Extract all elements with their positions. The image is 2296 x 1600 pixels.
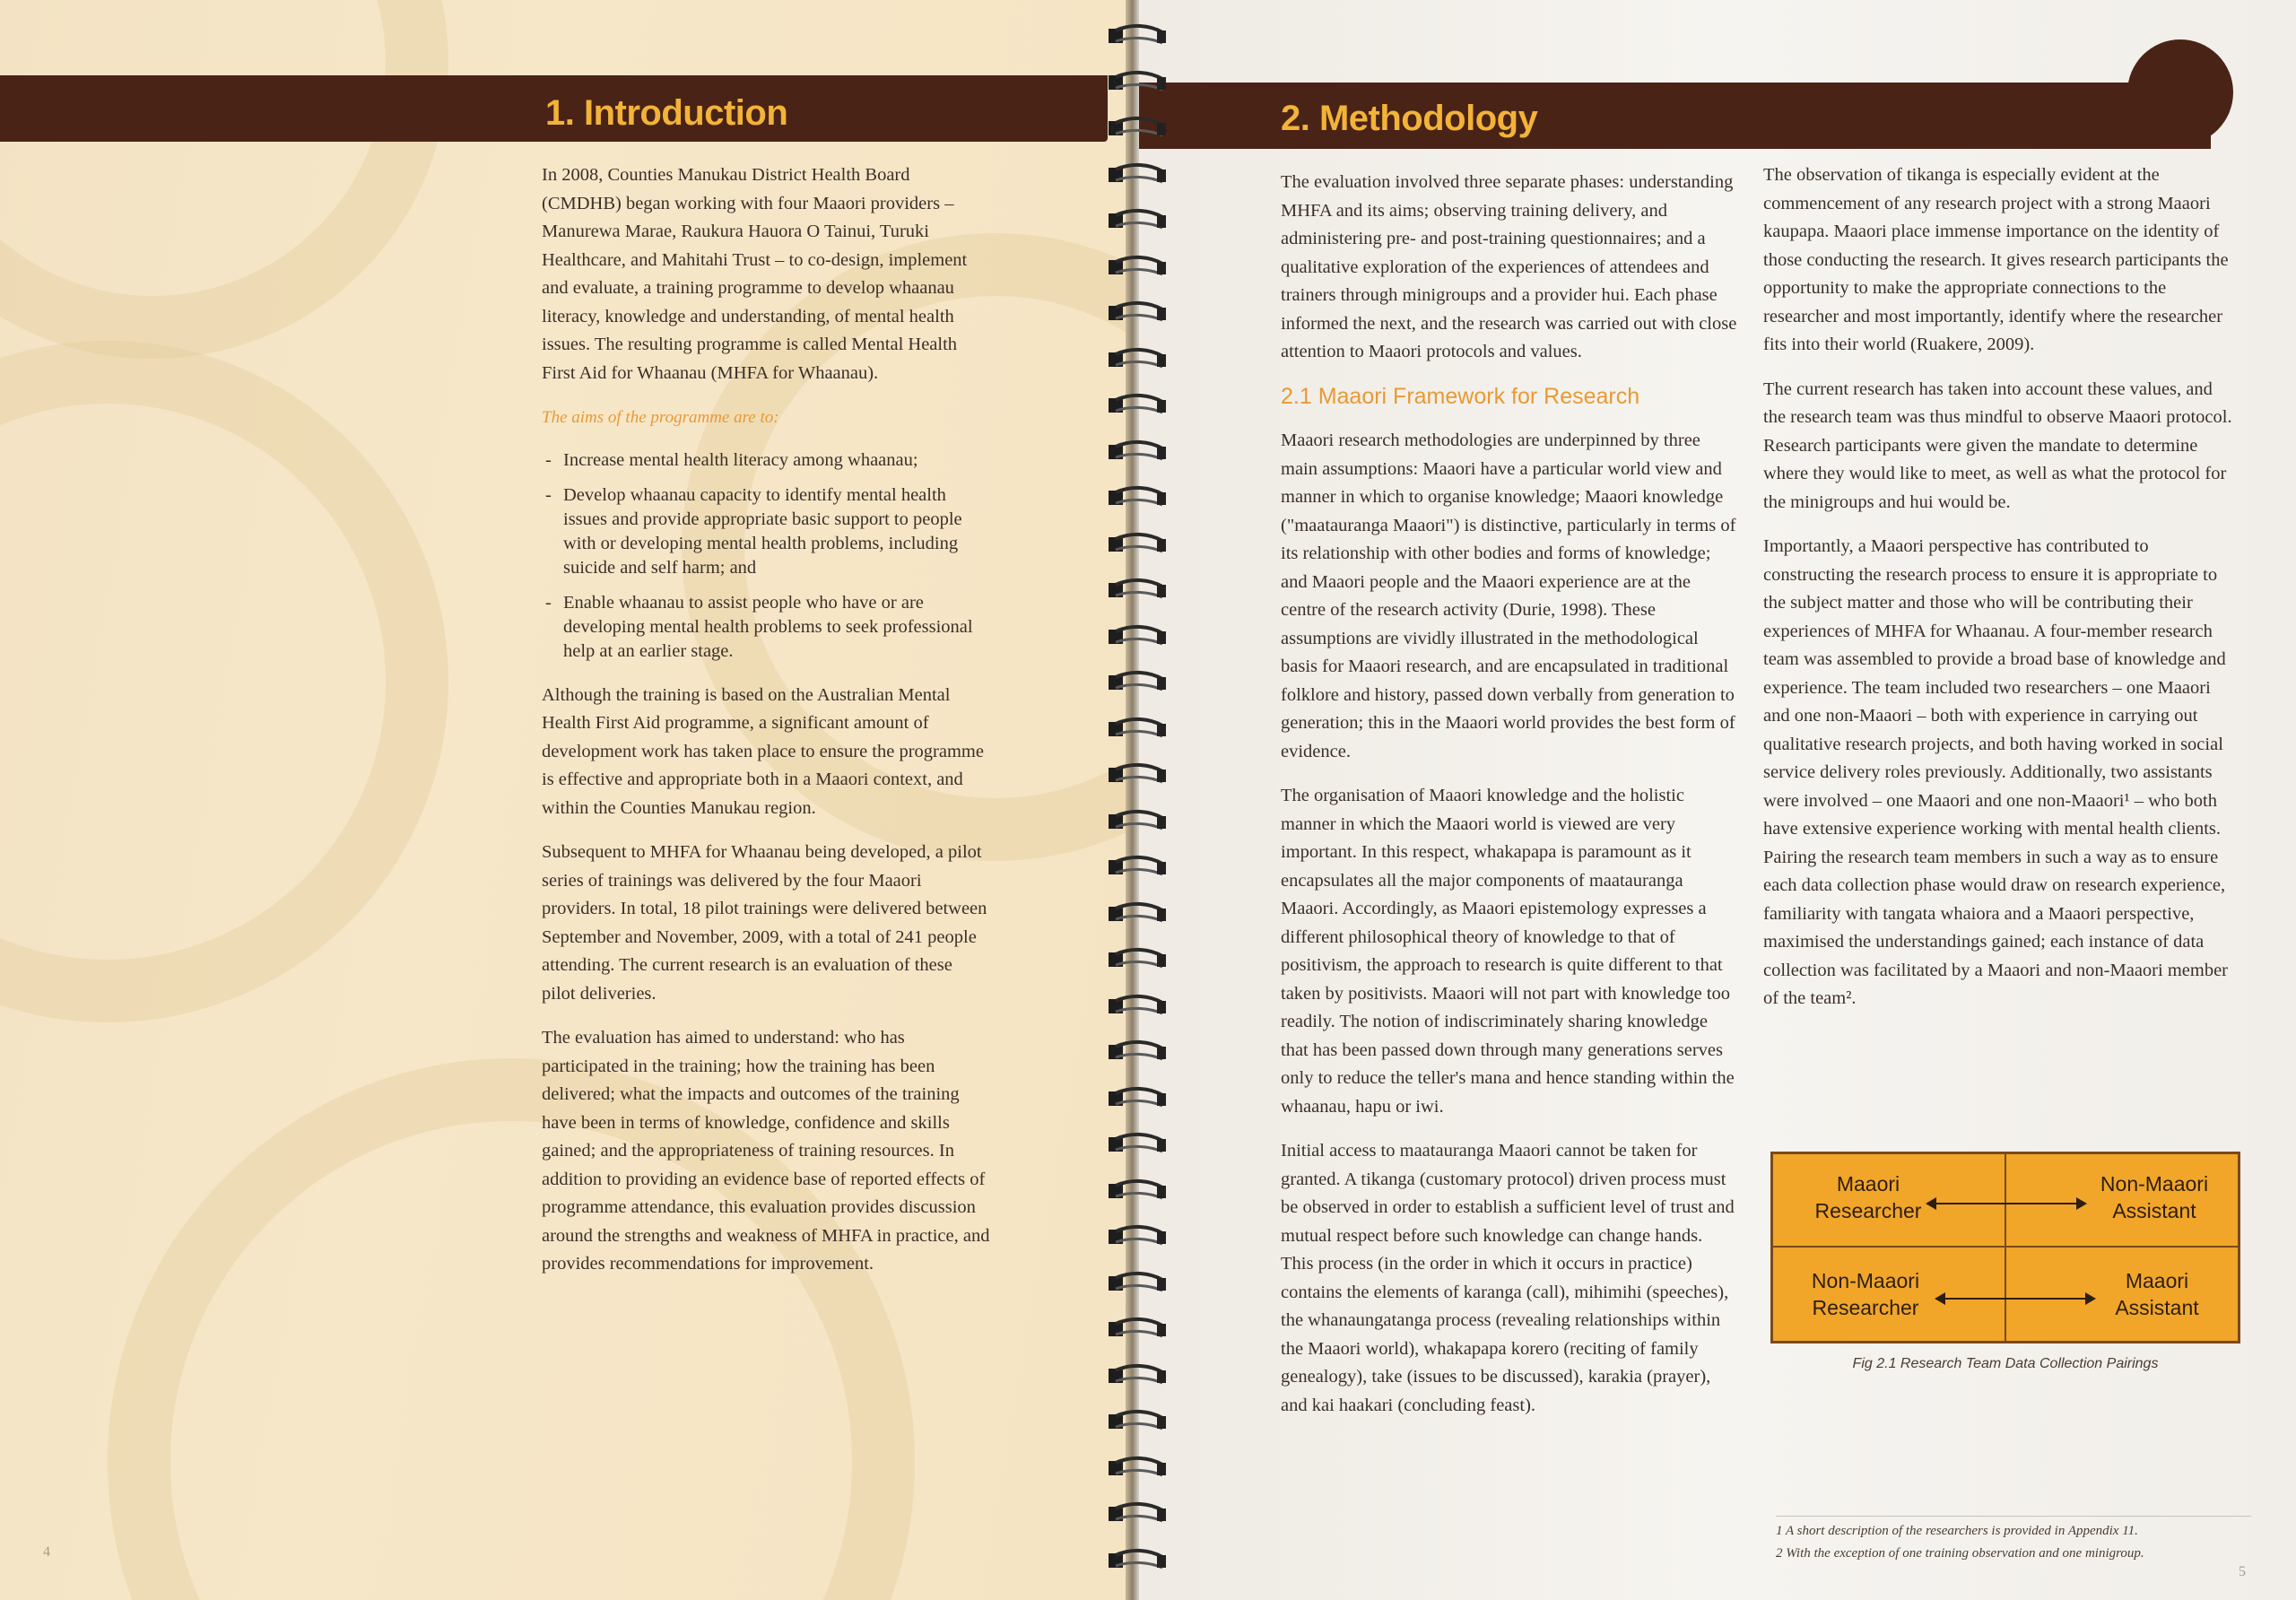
binding-coil xyxy=(1105,853,1173,882)
binding-coil xyxy=(1105,161,1173,189)
page-number: 4 xyxy=(43,1544,50,1560)
binding-coil xyxy=(1105,1315,1173,1343)
binding-coil xyxy=(1105,1407,1173,1436)
binding-coil xyxy=(1105,1500,1173,1528)
aims-label: The aims of the programme are to: xyxy=(542,408,779,427)
page-title: 1. Introduction xyxy=(545,93,788,133)
left-page xyxy=(0,0,1126,1600)
binding-coil xyxy=(1105,206,1173,235)
diagram-divider xyxy=(1773,1246,2238,1248)
binding-coil xyxy=(1105,530,1173,559)
book-spine xyxy=(1126,0,1139,1600)
subsection-heading: 2.1 Maaori Framework for Research xyxy=(1281,383,1640,409)
page-title: 2. Methodology xyxy=(1281,99,1538,138)
body-paragraph: The organisation of Maaori knowledge and the holistic manner in which the Maaori world is viewed are very important. In this respect, whakapapa is paramount as it encapsulates all the major components of maatauranga Maaori. Accordingly, as Maaori epistemology expresses a different philosophical theory of knowledge to that of positivism, the approach to research is quite different to that taken by positivists. Maaori will not part with knowledge too readily. The notion of indiscriminately sharing knowledge that has been passed down through many generations serves only to reduce the teller's mana and hence standing within the whaanau, hapu or iwi. xyxy=(1281,786,1735,1117)
double-arrow-icon xyxy=(1935,1203,2078,1204)
binding-coil xyxy=(1105,1038,1173,1066)
intro-paragraph: Although the training is based on the Australian Mental Health First Aid programme, a significant amount of development work has taken place to ensure the programme is effective and appropriate both in a Maaori context, and within the Counties Manukau region. xyxy=(542,684,984,818)
footnote: 1 A short description of the researchers is provided in Appendix 11. xyxy=(1776,1524,2138,1538)
body-paragraph: Importantly, a Maaori perspective has contributed to constructing the research process to ensure it is appropriate to the subject matter and those who will be contributing their experiences of MHFA for Whaanau. A four-member research team was assembled to provide a broad base of knowledge and experience. The team included two researchers – one Maaori and one non-Maaori – both with experience in carrying out qualitative research projects, and both having worked in social service delivery roles previously. Additionally, two assistants were involved – one Maaori and one non-Maaori¹ – who both have extensive experience working with mental health clients. Pairing the research team members in such a way as to ensure each data collection phase would draw on research experience, familiarity with tangata whaiora and a Maaori perspective, maximised the understandings gained; each instance of data collection was facilitated by a Maaori and non-Maaori member of the team². xyxy=(1763,536,2228,1008)
binding-coil xyxy=(1105,68,1173,97)
binding-coil xyxy=(1105,1222,1173,1251)
binding-coil xyxy=(1105,1454,1173,1483)
binding-coil xyxy=(1105,761,1173,789)
aims-list xyxy=(542,448,990,664)
binding-coil xyxy=(1105,900,1173,928)
binding-coil xyxy=(1105,1361,1173,1390)
binding-coil xyxy=(1105,391,1173,420)
list-item: - Develop whaanau capacity to identify mental health issues and provide appropriate basic support to people with or developing mental health problems, including suicide and self harm; and xyxy=(542,483,990,580)
binding-coil xyxy=(1105,438,1173,466)
right-page xyxy=(1139,0,2296,1600)
diagram-divider xyxy=(2005,1154,2006,1341)
body-paragraph: Maaori research methodologies are underpinned by three main assumptions: Maaori have a particular world view and manner in which to organise knowledge; Maaori knowledge ("maatauranga Maaori") is distinctive, particularly in terms of its relationship with other bodies and forms of knowledge; and Maaori people and the Maaori experience are at the centre of the research activity (Durie, 1998). These assumptions are vividly illustrated in the methodological basis for Maaori research, and are encapsulated in traditional folklore and history, passed down verbally from generation to generation; this in the Maaori world provides the best form of evidence. xyxy=(1281,430,1736,761)
binding-coil xyxy=(1105,715,1173,743)
binding-coil xyxy=(1105,622,1173,651)
binding-coil xyxy=(1105,1130,1173,1159)
intro-column xyxy=(542,161,990,1295)
list-item: - Increase mental health literacy among whaanau; xyxy=(542,448,990,473)
intro-paragraph: In 2008, Counties Manukau District Health Board (CMDHB) began working with four Maaori providers – Manurewa Marae, Raukura Hauora O Tainui, Turuki Healthcare, and Mahitahi Trust – to co-design, implement and evaluate, a training programme to develop whaanau literacy, knowledge and understanding, of mental health issues. The resulting programme is called Mental Health First Aid for Whaanau (MHFA for Whaanau). xyxy=(542,165,968,383)
binding-coil xyxy=(1105,576,1173,604)
footnote: 2 With the exception of one training observation and one minigroup. xyxy=(1776,1546,2144,1561)
figure-caption: Fig 2.1 Research Team Data Collection Pairings xyxy=(1852,1356,2159,1371)
footnotes xyxy=(1776,1516,2251,1565)
body-paragraph: The current research has taken into account these values, and the research team was thus mindful to observe Maaori protocol. Research participants were given the mandate to determine where they would like to meet, as well as what the protocol for the minigroups and hui would be. xyxy=(1763,378,2232,512)
binding-coil xyxy=(1105,114,1173,143)
body-paragraph: The evaluation involved three separate phases: understanding MHFA and its aims; observing training delivery, and administering pre- and post-training questionnaires; and a qualitative exploration of the experiences of attendees and trainers through minigroups and a provider hui. Each phase informed the next, and the research was carried out with close attention to Maaori protocols and values. xyxy=(1281,172,1737,361)
binding-coil xyxy=(1105,1546,1173,1575)
binding-coil xyxy=(1105,345,1173,374)
binding-coil xyxy=(1105,483,1173,512)
koru-pattern xyxy=(0,0,448,359)
methodology-column-2 xyxy=(1763,161,2239,1030)
intro-paragraph: The evaluation has aimed to understand: who has participated in the training; how the training has been delivered; what the impacts and outcomes of the training have been in terms of knowledge, confidence and skills gained; and the appropriateness of training resources. In addition to providing an evidence base of reported effects of programme attendance, this evaluation provides discussion around the strengths and weakness of MHFA in practice, and provides recommendations for improvement. xyxy=(542,1028,990,1274)
methodology-column-1 xyxy=(1281,169,1738,1436)
binding-coil xyxy=(1105,1084,1173,1113)
binding-coil xyxy=(1105,1177,1173,1205)
binding-coil xyxy=(1105,668,1173,697)
binding-coil xyxy=(1105,992,1173,1021)
page-number: 5 xyxy=(2239,1564,2246,1579)
koru-pattern xyxy=(0,341,448,1022)
binding-coil xyxy=(1105,299,1173,327)
banner-cap xyxy=(2127,39,2233,145)
diagram-cell-maaori-researcher: Maaori Researcher xyxy=(1814,1172,1922,1222)
body-paragraph: Initial access to maatauranga Maaori cannot be taken for granted. A tikanga (customary protocol) driven process must be observed in order to establish a sufficient level of trust and mutual respect before such knowledge can change hands. This process (in the order in which it occurs in practice) contains the elements of karanga (call), mihimihi (speeches), the whanaungatanga process (revealing relationships within the Maaori world), whakapapa korero (reciting of family genealogy), take (issues to be discussed), karakia (prayer), and kai haakari (concluding feast). xyxy=(1281,1141,1735,1415)
binding-coil xyxy=(1105,807,1173,836)
diagram-cell-non-maaori-assistant: Non-Maaori Assistant xyxy=(2100,1172,2209,1222)
diagram-cell-non-maaori-researcher: Non-Maaori Researcher xyxy=(1811,1269,1920,1319)
binding-coil xyxy=(1105,1269,1173,1298)
diagram-cell-maaori-assistant: Maaori Assistant xyxy=(2115,1269,2199,1319)
pairings-diagram xyxy=(1770,1152,2240,1343)
binding-coil xyxy=(1105,253,1173,282)
binding-coil xyxy=(1105,22,1173,50)
body-paragraph: The observation of tikanga is especially evident at the commencement of any research project with a strong Maaori kaupapa. Maaori place immense importance on the identity of those conducting the research. It gives research participants the opportunity to make the appropriate connections to the researcher and most importantly, identify where the researcher fits into their world (Ruakere, 2009). xyxy=(1763,165,2229,354)
list-item: - Enable whaanau to assist people who have or are developing mental health problems to seek professional help at an earlier stage. xyxy=(542,591,990,664)
binding-coil xyxy=(1105,945,1173,974)
intro-paragraph: Subsequent to MHFA for Whaanau being developed, a pilot series of trainings was delivered by the four Maaori providers. In total, 18 pilot trainings were delivered between September and November, 2009, with a total of 241 people attending. The current research is an evaluation of these pilot deliveries. xyxy=(542,842,987,1004)
double-arrow-icon xyxy=(1944,1298,2087,1300)
